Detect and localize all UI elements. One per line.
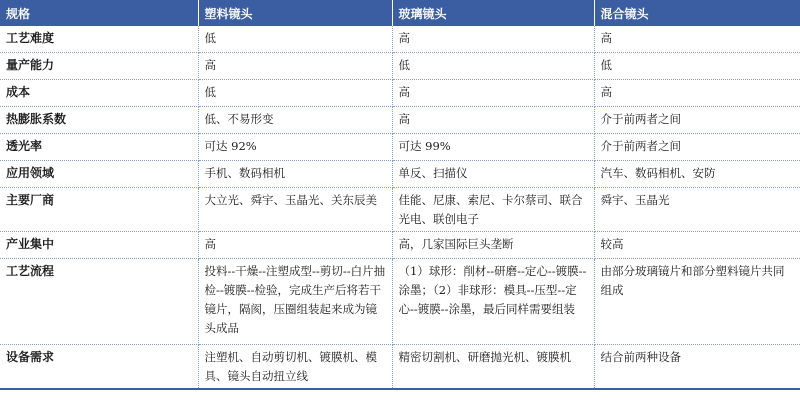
table-row xyxy=(0,259,800,345)
table-cell: 手机、数码相机 xyxy=(198,161,392,188)
row-label: 透光率 xyxy=(0,134,198,161)
table-cell: 高 xyxy=(594,80,800,107)
table-cell: 介于前两者之间 xyxy=(594,107,800,134)
table-cell: 结合前两种设备 xyxy=(594,345,800,390)
table-cell: 单反、扫描仪 xyxy=(392,161,594,188)
table-cell: （1）球形：削材--研磨--定心--镀膜--涂墨；（2）非球形：模具--压型--定心--镀膜--涂墨，最后同样需要组装 xyxy=(392,259,594,345)
table-cell: 低 xyxy=(198,80,392,107)
row-label: 主要厂商 xyxy=(0,188,198,232)
header-glass-lens: 玻璃镜头 xyxy=(392,0,594,26)
row-label: 量产能力 xyxy=(0,53,198,80)
table-cell: 高 xyxy=(594,26,800,53)
row-label: 热膨胀系数 xyxy=(0,107,198,134)
table-row xyxy=(0,188,800,232)
table-cell: 汽车、数码相机、安防 xyxy=(594,161,800,188)
row-label: 工艺难度 xyxy=(0,26,198,53)
table-row xyxy=(0,26,800,53)
row-label: 成本 xyxy=(0,80,198,107)
table-cell: 可达 99% xyxy=(392,134,594,161)
table-cell: 低、不易形变 xyxy=(198,107,392,134)
row-label: 设备需求 xyxy=(0,345,198,390)
header-plastic-lens: 塑料镜头 xyxy=(198,0,392,26)
table-cell: 可达 92% xyxy=(198,134,392,161)
table-cell: 低 xyxy=(392,53,594,80)
table-cell: 高，几家国际巨头垄断 xyxy=(392,232,594,259)
row-label: 工艺流程 xyxy=(0,259,198,345)
table-header-row xyxy=(0,0,800,26)
table-cell: 佳能、尼康、索尼、卡尔蔡司、联合光电、联创电子 xyxy=(392,188,594,232)
table-cell: 高 xyxy=(198,232,392,259)
table-cell: 投料--干燥--注塑成型--剪切--白片抽检--镀膜--检验，完成生产后将若干镜片，隔阂，压圈组装起来成为镜头成品 xyxy=(198,259,392,345)
table-row xyxy=(0,345,800,390)
table-row xyxy=(0,80,800,107)
row-label: 产业集中 xyxy=(0,232,198,259)
row-label: 应用领域 xyxy=(0,161,198,188)
table-row xyxy=(0,53,800,80)
table-cell: 高 xyxy=(392,26,594,53)
table-cell: 高 xyxy=(392,107,594,134)
table-cell: 高 xyxy=(392,80,594,107)
table-cell: 较高 xyxy=(594,232,800,259)
table-row xyxy=(0,161,800,188)
table-cell: 由部分玻璃镜片和部分塑料镜片共同组成 xyxy=(594,259,800,345)
table-cell: 高 xyxy=(198,53,392,80)
table-cell: 精密切割机、研磨抛光机、镀膜机 xyxy=(392,345,594,390)
header-spec: 规格 xyxy=(0,0,198,26)
table-cell: 注塑机、自动剪切机、镀膜机、模具、镜头自动扭立线 xyxy=(198,345,392,390)
table-row xyxy=(0,134,800,161)
table-cell: 介于前两者之间 xyxy=(594,134,800,161)
table-cell: 大立光、舜宇、玉晶光、关东辰美 xyxy=(198,188,392,232)
table-row xyxy=(0,107,800,134)
table-cell: 低 xyxy=(198,26,392,53)
table-cell: 低 xyxy=(594,53,800,80)
header-hybrid-lens: 混合镜头 xyxy=(594,0,800,26)
table-cell: 舜宇、玉晶光 xyxy=(594,188,800,232)
table-row xyxy=(0,232,800,259)
